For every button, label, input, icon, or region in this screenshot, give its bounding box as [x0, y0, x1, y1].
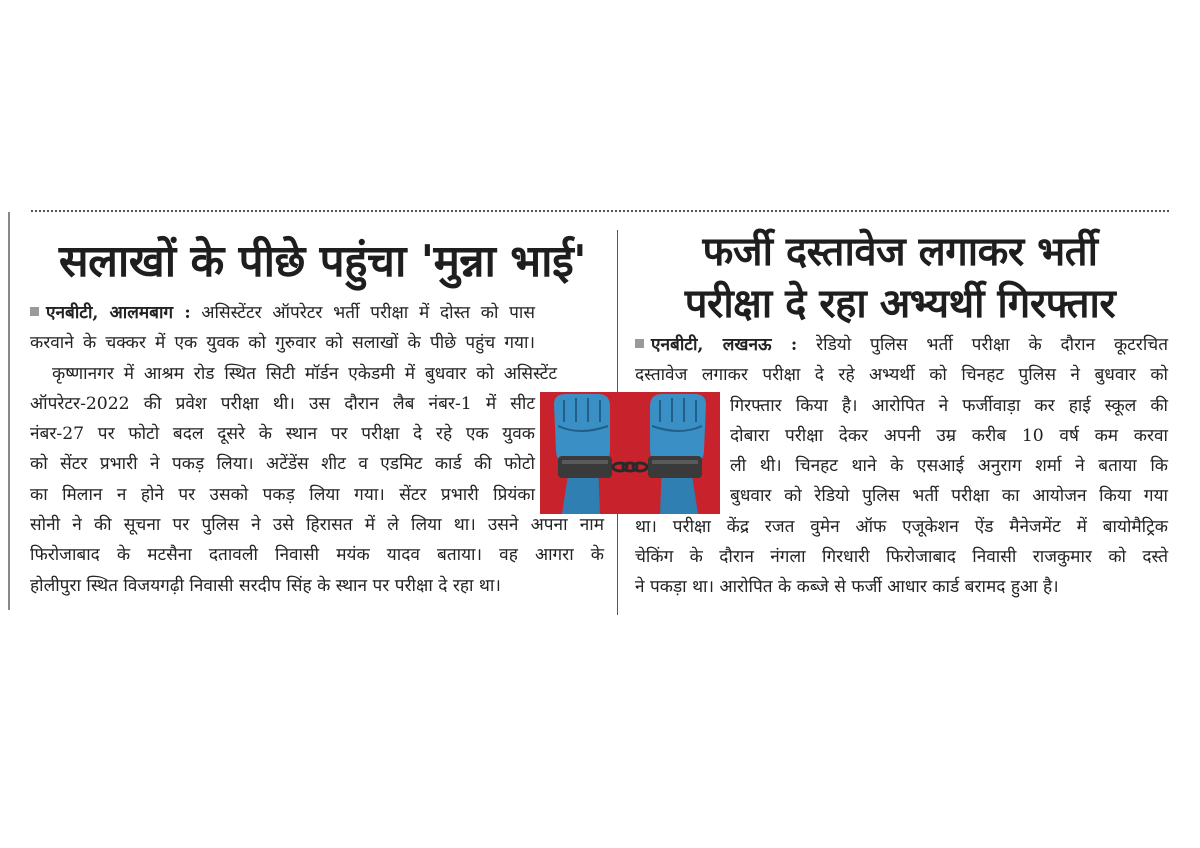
left-line-2: करवाने के चक्कर में एक युवक को गुरुवार को सलाखों के पीछे पहुंच गया। [30, 333, 535, 354]
handcuffed-fists-icon [540, 392, 720, 514]
left-line-5: नंबर-27 पर फोटो बदल दूसरे के स्थान पर परीक्षा दे रहे एक युवक [30, 424, 535, 445]
left-line-8: सोनी ने की सूचना पर पुलिस ने उसे हिरासत में ले लिया था। उसने अपना नाम [30, 515, 604, 536]
right-line-8: चेकिंग के दौरान नंगला गिरधारी फिरोजाबाद निवासी राजकुमार को दस्ते [635, 547, 1168, 568]
right-line-3: गिरफ्तार किया है। आरोपित ने फर्जीवाड़ा कर हाई स्कूल की [730, 395, 1168, 416]
right-dateline: एनबीटी, लखनऊ : [651, 335, 798, 355]
left-dateline: एनबीटी, आलमबाग : [46, 303, 191, 323]
left-line-7: का मिलान न होने पर उसको पकड़ लिया गया। सेंटर प्रभारी प्रियंका [30, 484, 535, 505]
left-line-3: कृष्णानगर में आश्रम रोड स्थित सिटी मॉर्डन एकेडमी में बुधवार को असिस्टेंट [52, 363, 557, 384]
handcuffed-fists-photo [540, 392, 720, 514]
right-line-1: एनबीटी, लखनऊ : रेडियो पुलिस भर्ती परीक्षा के दौरान कूटरचित [635, 330, 1168, 360]
bullet-square-icon [30, 307, 39, 316]
bullet-square-icon [635, 339, 644, 348]
left-line-1: एनबीटी, आलमबाग : असिस्टेंटर ऑपरेटर भर्ती परीक्षा में दोस्त को पास [30, 298, 535, 328]
left-article-body [30, 298, 604, 601]
right-line-2: दस्तावेज लगाकर परीक्षा दे रहे अभ्यर्थी को चिनहट पुलिस ने बुधवार को [635, 365, 1168, 386]
left-line-4: ऑपरेटर-2022 की प्रवेश परीक्षा थी। उस दौरान लैब नंबर-1 में सीट [30, 393, 535, 414]
left-edge-rule [8, 212, 10, 610]
right-line-4: दोबारा परीक्षा देकर अपनी उम्र करीब 10 वर्ष कम करवा [730, 425, 1168, 446]
left-line-10: होलीपुरा स्थित विजयगढ़ी निवासी सरदीप सिंह के स्थान पर परीक्षा दे रहा था। [30, 575, 501, 596]
right-line-9: ने पकड़ा था। आरोपित के कब्जे से फर्जी आधार कार्ड बरामद हुआ है। [635, 577, 1059, 598]
right-line-5: ली थी। चिनहट थाने के एसआई अनुराग शर्मा ने बताया कि [730, 456, 1168, 477]
right-headline-line-2: परीक्षा दे रहा अभ्यर्थी गिरफ्तार [684, 281, 1116, 327]
right-line-6: बुधवार को रेडियो पुलिस भर्ती परीक्षा का आयोजन किया गया [730, 486, 1168, 507]
top-dotted-rule [30, 209, 1170, 213]
right-headline-line-1: फर्जी दस्तावेज लगाकर भर्ती [702, 229, 1098, 275]
right-headline [630, 226, 1170, 330]
right-line-7: था। परीक्षा केंद्र रजत वुमेन ऑफ एजूकेशन ऐंड मैनेजमेंट में बायोमैट्रिक [635, 516, 1168, 537]
left-line-6: को सेंटर प्रभारी ने पकड़ लिया। अटेंडेंस शीट व एडमिट कार्ड की फोटो [30, 454, 535, 475]
left-line-9: फिरोजाबाद के मटसैना दतावली निवासी मयंक यादव बताया। वह आगरा के [30, 545, 604, 566]
left-headline: सलाखों के पीछे पहुंचा 'मुन्ना भाई' [58, 236, 587, 287]
